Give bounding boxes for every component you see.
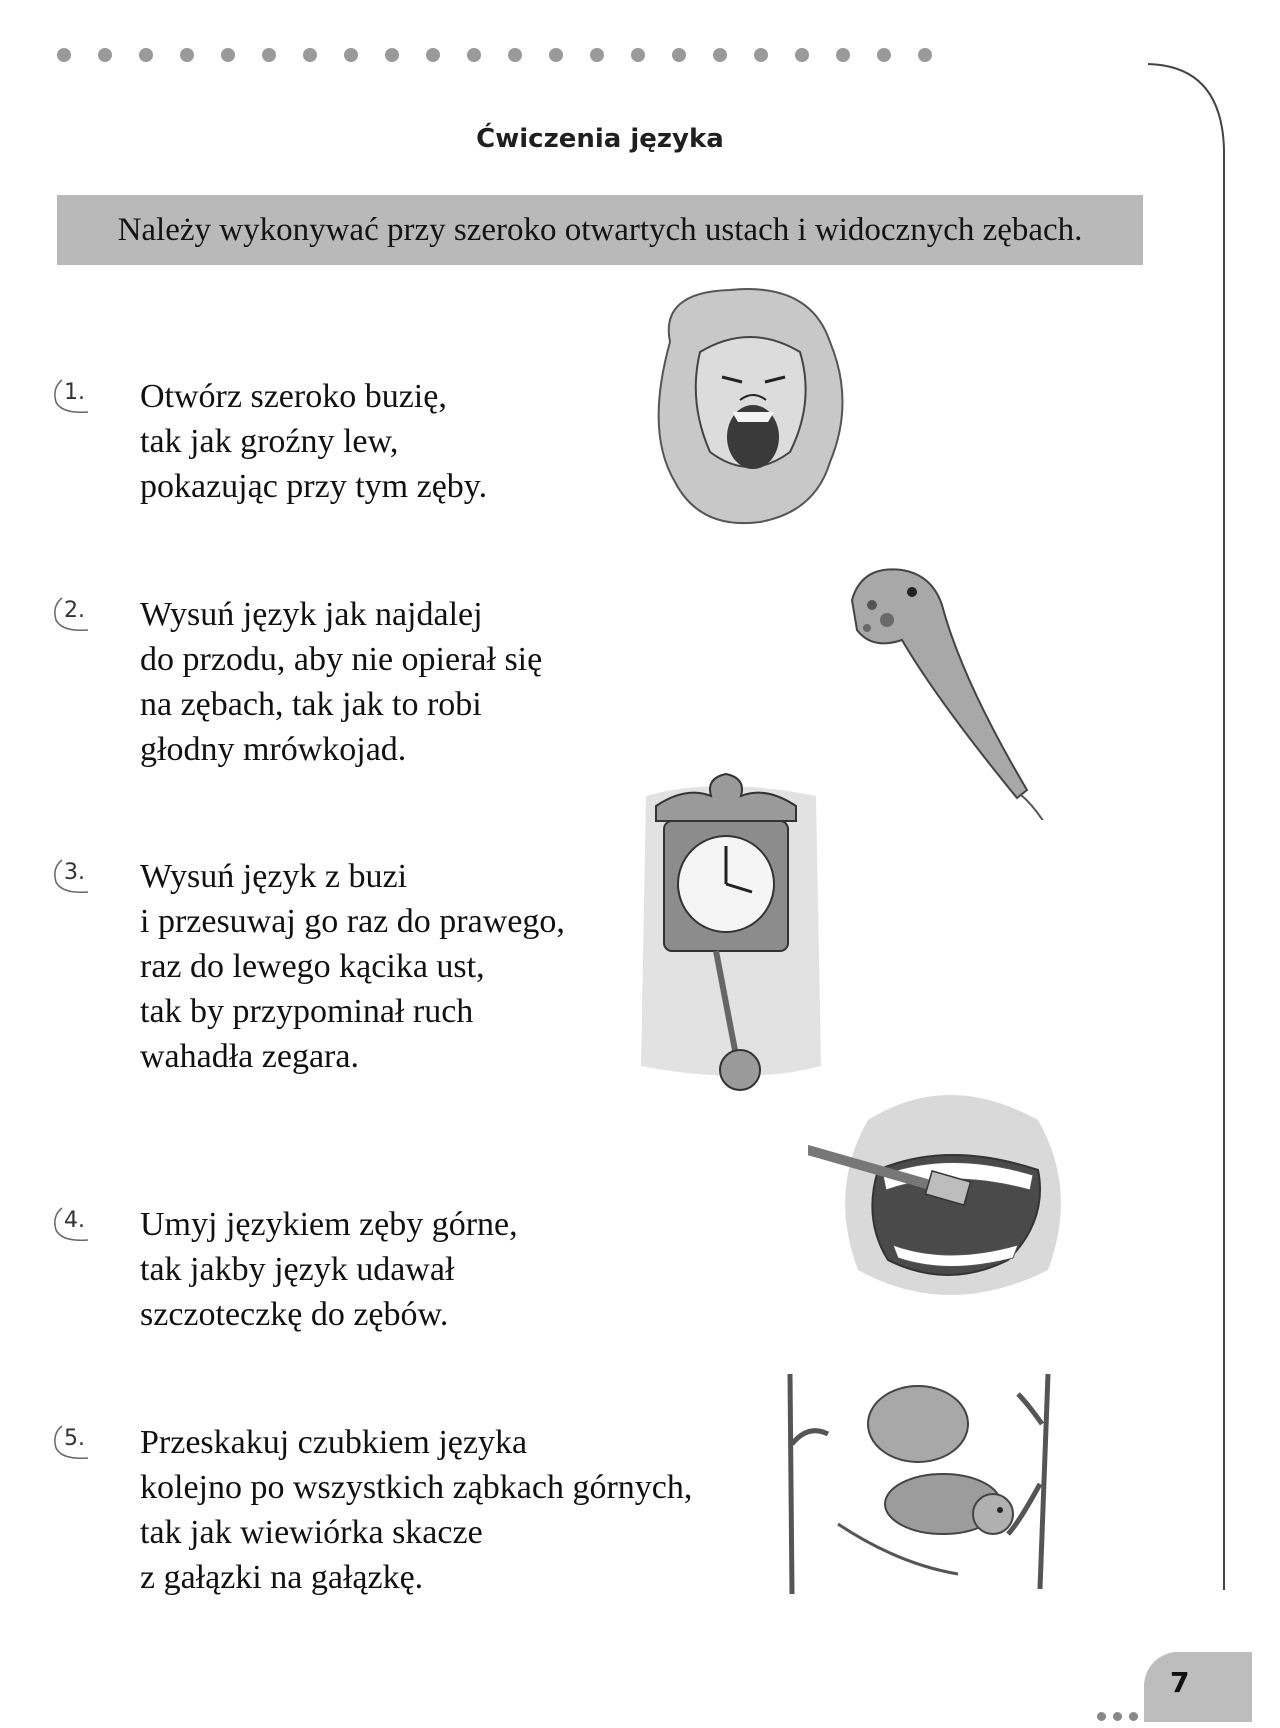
exercise-line: tak jak groźny lew, (140, 423, 399, 460)
exercise-line: Umyj językiem zęby górne, (140, 1206, 518, 1243)
exercise-line: na zębach, tak jak to robi (140, 686, 482, 723)
dot (631, 48, 645, 62)
dot (57, 48, 71, 62)
exercise-line: wahadła zegara. (140, 1038, 359, 1075)
exercise-line: tak jak wiewiórka skacze (140, 1514, 483, 1551)
exercise-line: głodny mrówkojad. (140, 731, 407, 768)
dot (344, 48, 358, 62)
page-number-background (1144, 1652, 1252, 1722)
exercise-line: kolejno po wszystkich ząbkach górnych, (140, 1469, 693, 1506)
dot (508, 48, 522, 62)
instruction-banner: Należy wykonywać przy szeroko otwartych ustach i widocznych zębach. (57, 195, 1143, 265)
dot (1129, 1712, 1138, 1721)
exercise-line: Przeskakuj czubkiem języka (140, 1424, 528, 1461)
exercise-line: i przesuwaj go raz do prawego, (140, 903, 565, 940)
exercise-line: tak jakby język udawał (140, 1251, 455, 1288)
dot (262, 48, 276, 62)
exercise-number: 3. (48, 854, 94, 898)
exercise-line: pokazując przy tym zęby. (140, 468, 488, 505)
exercise-line: raz do lewego kącika ust, (140, 948, 485, 985)
anteater-icon (832, 560, 1062, 820)
exercise-number: 2. (48, 592, 94, 636)
dot (385, 48, 399, 62)
exercise-number: 4. (48, 1202, 94, 1246)
toothbrush-mouth-icon (808, 1080, 1088, 1310)
dot (836, 48, 850, 62)
dot (1097, 1712, 1106, 1721)
exercise-line: Wysuń język jak najdalej (140, 596, 483, 633)
dot (139, 48, 153, 62)
dot (713, 48, 727, 62)
page-number: 7 (1170, 1666, 1190, 1699)
exercise-line: Otwórz szeroko buzię, (140, 378, 447, 415)
dot (877, 48, 891, 62)
lion-icon (640, 282, 860, 532)
exercise-line: szczoteczkę do zębów. (140, 1296, 449, 1333)
decorative-dot-row (57, 48, 932, 62)
dot (221, 48, 235, 62)
dot (1113, 1712, 1122, 1721)
exercise-line: tak by przypominał ruch (140, 993, 474, 1030)
squirrel-icon (778, 1364, 1068, 1604)
dot (303, 48, 317, 62)
exercise-line: do przodu, aby nie opierał się (140, 641, 543, 678)
page-number-tab (1082, 1652, 1252, 1728)
dot (918, 48, 932, 62)
pendulum-clock-icon (626, 766, 836, 1106)
dot (98, 48, 112, 62)
dot (795, 48, 809, 62)
exercise-number: 1. (48, 374, 94, 418)
dot (672, 48, 686, 62)
page-title: Ćwiczenia języka (476, 124, 724, 154)
dot (180, 48, 194, 62)
dot (467, 48, 481, 62)
dot (754, 48, 768, 62)
dot (426, 48, 440, 62)
dot (549, 48, 563, 62)
exercise-line: z gałązki na gałązkę. (140, 1559, 424, 1596)
exercise-number: 5. (48, 1420, 94, 1464)
exercise-line: Wysuń język z buzi (140, 858, 408, 895)
dot (590, 48, 604, 62)
